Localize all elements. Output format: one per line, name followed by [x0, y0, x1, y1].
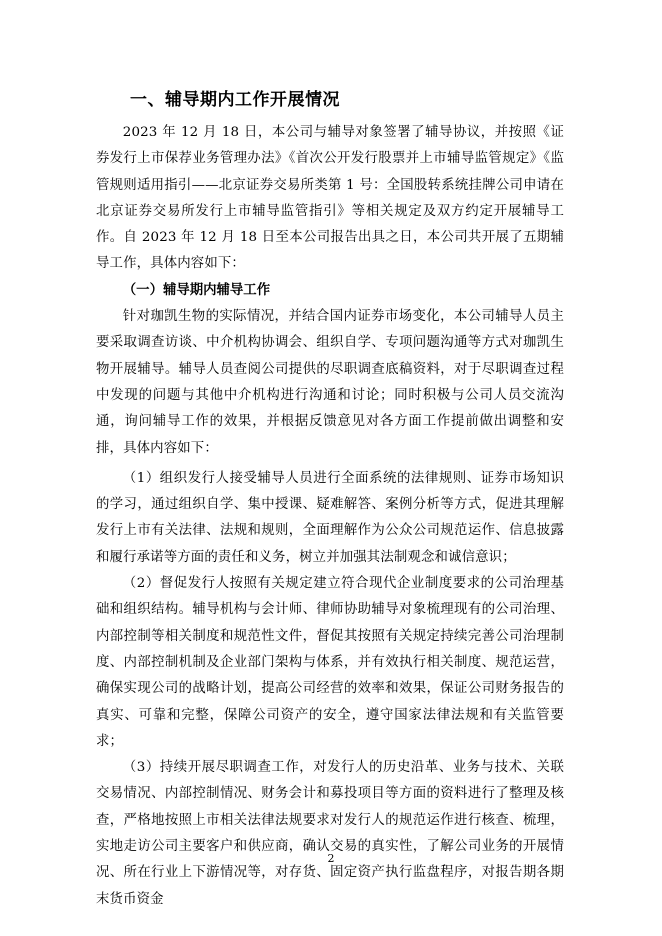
- section-heading: 一、辅导期内工作开展情况: [130, 90, 340, 110]
- page-number: 2: [327, 852, 335, 865]
- body-paragraph: （3）持续开展尽职调查工作，对发行人的历史沿革、业务与技术、关联交易情况、内部控制情况、财务会计和募投项目等方面的资料进行了整理及核查，严格地按照上市相关法律法规要求对发行人的规范运作进行核查、梳理，实地走访公司主要客户和供应商，确认交易的真实性，了解公司业务的开展情况、所在行业上下游情况等，对存货、固定资产执行监盘程序，对报告期各期末货币资金: [96, 760, 564, 907]
- body-paragraph: （1）组织发行人接受辅导人员进行全面系统的法律规则、证券市场知识的学习，通过组织自学、集中授课、疑难解答、案例分析等方式，促进其理解发行上市有关法律、法规和规则，全面理解作为公众公司规范运作、信息披露和履行承诺等方面的责任和义务，树立并加强其法制观念和诚信意识；: [96, 470, 564, 565]
- body-paragraph: （2）督促发行人按照有关规定建立符合现代企业制度要求的公司治理基础和组织结构。辅导机构与会计师、律师协助辅导对象梳理现有的公司治理、内部控制等相关制度和规范性文件，督促其按照有关规定持续完善公司治理制度、内部控制机制及企业部门架构与体系，并有效执行相关制度、规范运营，确保实现公司的战略计划，提高公司经营的效率和效果，保证公司财务报告的真实、可靠和完整，保障公司资产的安全，遵守国家法律法规和有关监管要求；: [96, 576, 564, 749]
- page-content: [96, 86, 564, 913]
- body-paragraph: 针对珈凯生物的实际情况，并结合国内证券市场变化，本公司辅导人员主要采取调查访谈、中介机构协调会、组织自学、专项问题沟通等方式对珈凯生物开展辅导。辅导人员查阅公司提供的尽职调查底稿资料，对于尽职调查过程中发现的问题与其他中介机构进行沟通和讨论；同时积极与公司人员交流沟通，询问辅导工作的效果，并根据反馈意见对各方面工作提前做出调整和安排，具体内容如下：: [96, 309, 564, 456]
- intro-paragraph: 2023 年 12 月 18 日，本公司与辅导对象签署了辅导协议，并按照《证券发行上市保荐业务管理办法》《首次公开发行股票并上市辅导监管规定》《监管规则适用指引——北京证券交易所类第 1 号：全国股转系统挂牌公司申请在北京证券交易所发行上市辅导监管指引》等相关规定及双方约定开展辅导工作。自 2023 年 12 月 18 日至本公司报告出具之日，本公司共开展了五期辅导工作，具体内容如下：: [96, 125, 564, 272]
- subsection-heading: （一）辅导期内辅导工作: [122, 282, 271, 298]
